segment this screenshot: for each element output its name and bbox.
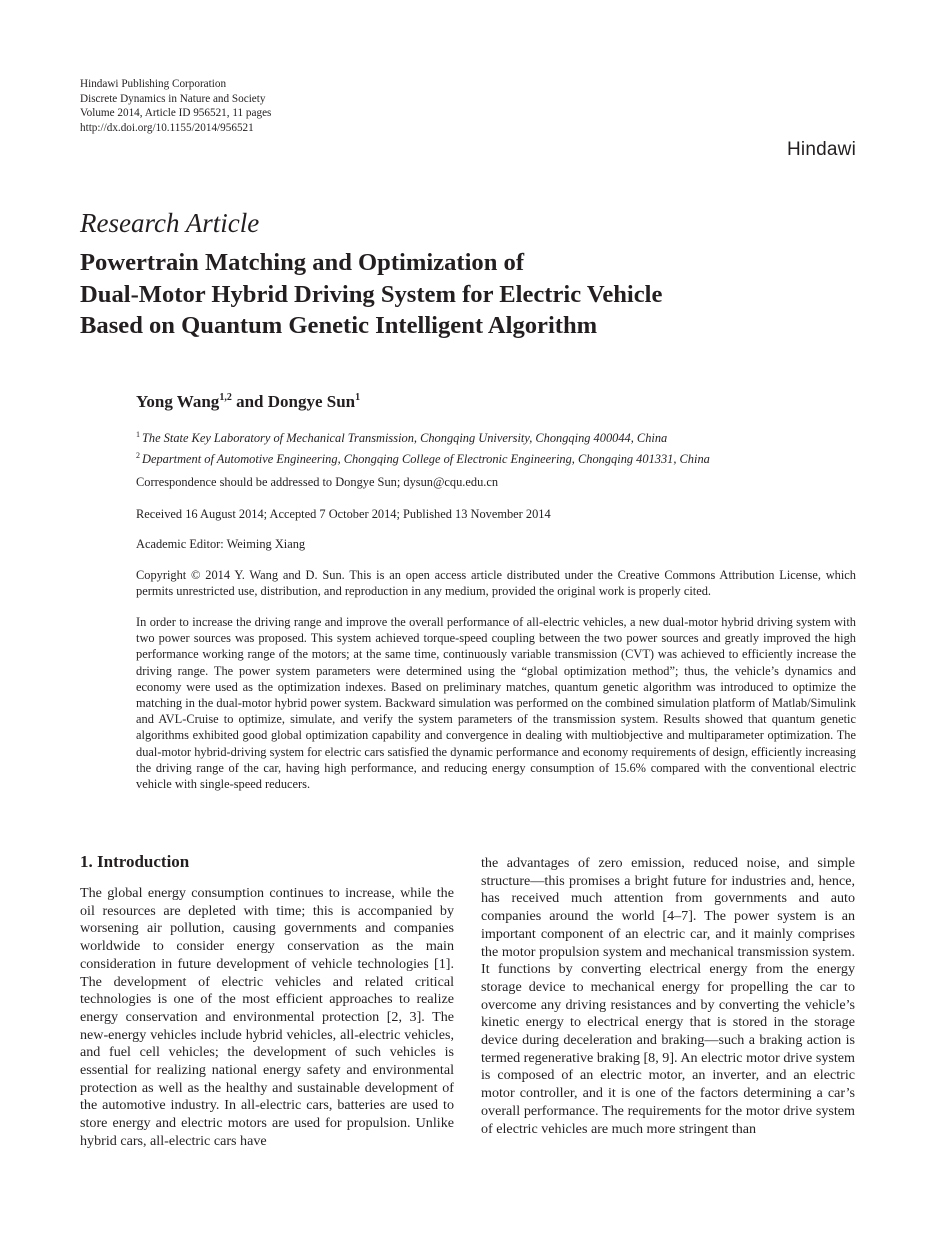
volume-info: Volume 2014, Article ID 956521, 11 pages [80,107,272,119]
affiliations [136,426,710,468]
article-title [80,247,860,342]
intro-right-column [481,855,855,1138]
affiliation-number: 2 [136,451,140,460]
copyright-notice: Copyright © 2014 Y. Wang and D. Sun. This is an open access article distributed under the Creative Commons Attribution License, which permits unrestricted use, distribution, and reproduction in any medium, provided the original work is properly cited. [136,568,856,598]
hindawi-logo: Hindawi [787,139,856,160]
journal-header [80,77,271,135]
intro-left-column [80,852,454,1151]
affiliation-text: The State Key Laboratory of Mechanical Transmission, Chongqing University, Chongqing 400044, China [142,431,668,445]
doi-link[interactable]: http://dx.doi.org/10.1155/2014/956521 [80,121,254,134]
publisher-name: Hindawi Publishing Corporation [80,78,227,90]
publication-dates: Received 16 August 2014; Accepted 7 October 2014; Published 13 November 2014 [136,507,551,521]
author-name: Yong Wang [136,392,220,411]
affiliation-number: 1 [136,430,140,439]
body-paragraph: the advantages of zero emission, reduced noise, and simple structure—this promises a bright future for industries and, hence, has received much attention from governments and auto companies around the world [4–7]. The power system is an important component of an electric car, and it mainly comprises the motor propulsion system and mechanical transmission system. It functions by converting electrical energy from the energy storage device to mechanical energy for propelling the car to overcome any driving resistances and by converting the vehicle’s kinetic energy to electrical energy that is stored in the storage device during deceleration and braking—such a braking action is termed regenerative braking [8, 9]. An electric motor drive system is composed of an electric motor, an inverter, and an electric motor controller, and it is one of the factors determining a car’s overall performance. The requirements for the motor drive system of electric vehicles are much more stringent than [481,855,855,1137]
abstract: In order to increase the driving range and improve the overall performance of all-electric vehicles, a new dual-motor hybrid driving system with two power sources was proposed. This system achieved torque-speed coupling between the two power sources and greatly improved the high performance working range of the motors; at the same time, continuously variable transmission (CVT) was achieved to efficiently increase the driving range. The power system parameters were determined using the “global optimization method”; thus, the vehicle’s dynamics and economy were used as the optimization indexes. Based on preliminary matches, quantum genetic algorithm was introduced to optimize the matching in the dual-motor hybrid power system. Backward simulation was performed on the combined simulation platform of Matlab/Simulink and AVL-Cruise to optimize, simulate, and verify the system parameters of the transmission system. Results showed that quantum genetic algorithms exhibited good global optimization capability and convergence in dealing with multiobjective and multiparameter optimization. The dual-motor hybrid-driving system for electric cars satisfied the dynamic performance and economy requirements of design, efficiently increasing the driving range of the car, having high performance, and reducing energy consumption of 15.6% compared with the conventional electric vehicle with single-speed reducers. [136,615,856,792]
affiliation-item [136,447,710,468]
title-line: Based on Quantum Genetic Intelligent Algorithm [80,312,598,339]
author-affiliation-marker: 1,2 [219,392,232,403]
correspondence: Correspondence should be addressed to Dongye Sun; dysun@cqu.edu.cn [136,475,499,489]
author-name: Dongye Sun [267,392,356,411]
affiliation-text: Department of Automotive Engineering, Chongqing College of Electronic Engineering, Chongqing 401331, China [142,452,710,466]
author-list [136,392,360,412]
author-conjunction: and [231,392,268,411]
title-line: Dual-Motor Hybrid Driving System for Electric Vehicle [80,280,663,308]
title-line: Powertrain Matching and Optimization of [80,249,525,276]
journal-name: Discrete Dynamics in Nature and Society [80,92,266,105]
body-paragraph: The global energy consumption continues to increase, while the oil resources are depleted with time; this is accompanied by worsening air pollution, causing governments and companies worldwide to consider energy conservation as the main consideration in future development of vehicle technologies [1]. The development of electric vehicles and related critical technologies is one of the most efficient approaches to realize energy conservation and environmental protection [2, 3]. The new-energy vehicles include hybrid vehicles, all-electric vehicles, and fuel cell vehicles; the development of such vehicles is essential for realizing national energy safety and environmental protection as well as the healthy and sustainable development of the automotive industry. In all-electric cars, batteries are used to store energy and electric motors are used for propulsion. Unlike hybrid cars, all-electric cars have [80,885,454,1149]
author-affiliation-marker: 1 [355,392,361,403]
academic-editor: Academic Editor: Weiming Xiang [136,537,306,551]
affiliation-item [136,426,710,447]
section-heading: 1. Introduction [80,852,190,871]
article-type: Research Article [80,208,260,238]
